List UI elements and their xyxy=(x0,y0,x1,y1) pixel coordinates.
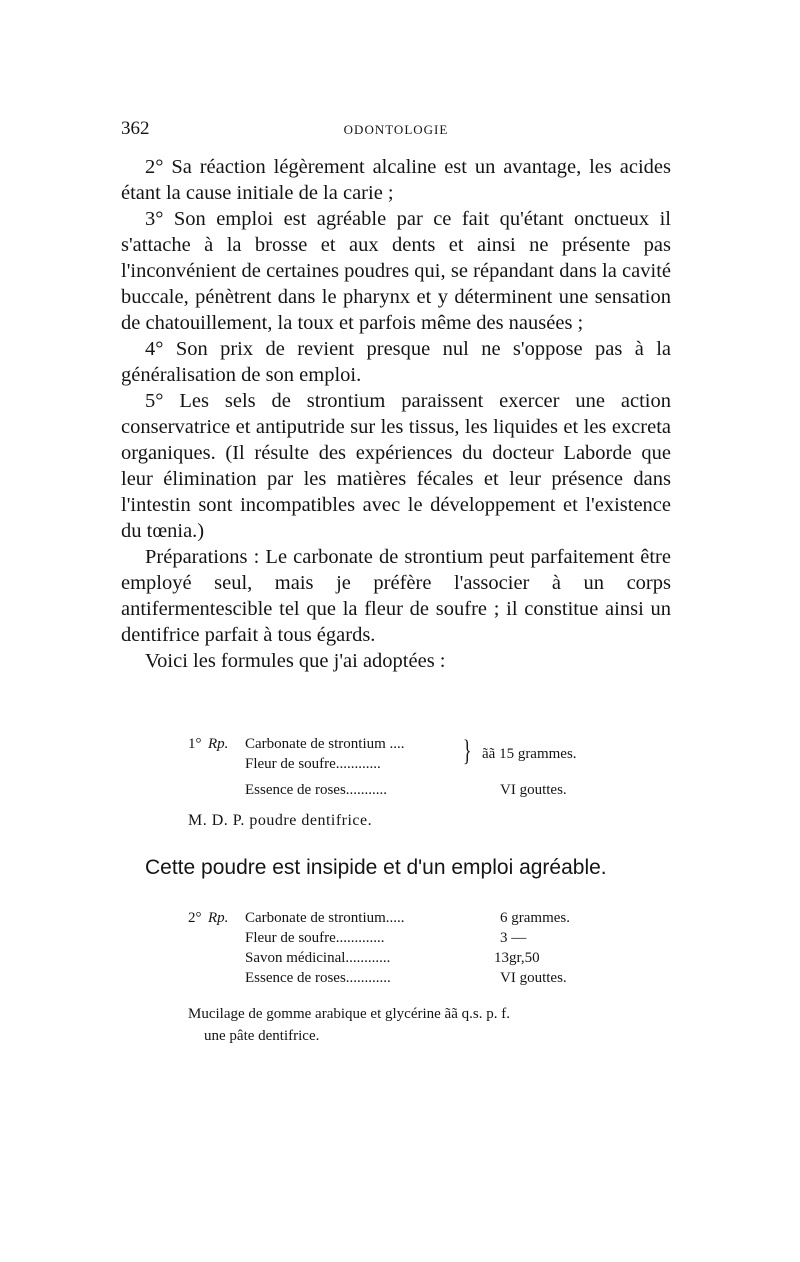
formula-2-row-name: Fleur de soufre............. xyxy=(245,930,385,946)
mucilage-line-2: une pâte dentifrice. xyxy=(204,1028,320,1044)
formula-2-row-name: Carbonate de strontium..... xyxy=(245,910,405,926)
prescription-note: M. D. P. poudre dentifrice. xyxy=(188,812,373,829)
formula-1-combined-qty: ãã 15 grammes. xyxy=(482,746,577,762)
formula-1 xyxy=(188,734,618,802)
brace-icon: } xyxy=(462,734,472,767)
formula-1-item-2: Fleur de soufre............ xyxy=(245,756,381,772)
formula-2-row-name: Essence de roses............ xyxy=(245,970,391,986)
page-header xyxy=(121,118,671,144)
page-number: 362 xyxy=(121,118,150,139)
formula-2-row-qty: 6 grammes. xyxy=(500,910,570,926)
mucilage-instruction xyxy=(188,1003,628,1047)
formula-2-number: 2° xyxy=(188,910,202,926)
paragraph-5: 5° Les sels de strontium paraissent exercer une action conservatrice et antiputride sur les tissus, les liquides et les excreta organiques. (Il résulte des expériences du docteur Laborde que leur élimination par les matières fécales et leur présence dans l'intestin sont incompatibles avec le développement et l'existence du tœnia.) xyxy=(121,390,671,542)
paragraph-preparations: Préparations : Le carbonate de strontium peut parfaitement être employé seul, mais je préfère l'associer à un corps antifermentescible tel que la fleur de soufre ; il constitue ainsi un dentifrice parfait à tous égards. xyxy=(121,546,671,646)
formula-1-qty-3: VI gouttes. xyxy=(500,782,567,798)
formula-1-item-1: Carbonate de strontium .... xyxy=(245,736,405,752)
paragraph-2: 2° Sa réaction légèrement alcaline est un avantage, les acides étant la cause initiale de la carie ; xyxy=(121,156,671,204)
running-title: ODONTOLOGIE xyxy=(343,122,449,137)
paragraph-3: 3° Son emploi est agréable par ce fait qu'étant onctueux il s'attache à la brosse et aux dents et ainsi ne présente pas l'inconvénient de certaines poudres qui, se répandant dans la cavité buccale, pénètrent dans le pharynx et y déterminent une sensation de chatouillement, la toux et parfois même des nausées ; xyxy=(121,208,671,334)
formula-2-row-qty: 3 — xyxy=(500,930,527,946)
formula-1-item-3: Essence de roses........... xyxy=(245,782,388,798)
body-text xyxy=(121,154,671,674)
mucilage-line-1: Mucilage de gomme arabique et glycérine ãã q.s. p. f. xyxy=(188,1006,510,1022)
formula-2-row-qty: 13gr,50 xyxy=(494,950,540,966)
formula-2-rp: Rp. xyxy=(208,910,229,926)
section-heading: Cette poudre est insipide et d'un emploi agréable. xyxy=(145,856,607,879)
formula-2 xyxy=(188,908,628,990)
formula-2-row-qty: VI gouttes. xyxy=(500,970,567,986)
formula-1-number: 1° xyxy=(188,736,202,752)
paragraph-formulas-intro: Voici les formules que j'ai adoptées : xyxy=(145,650,446,672)
paragraph-4: 4° Son prix de revient presque nul ne s'oppose pas à la généralisation de son emploi. xyxy=(121,338,671,386)
formula-2-row-name: Savon médicinal............ xyxy=(245,950,391,966)
formula-1-rp: Rp. xyxy=(208,736,229,752)
